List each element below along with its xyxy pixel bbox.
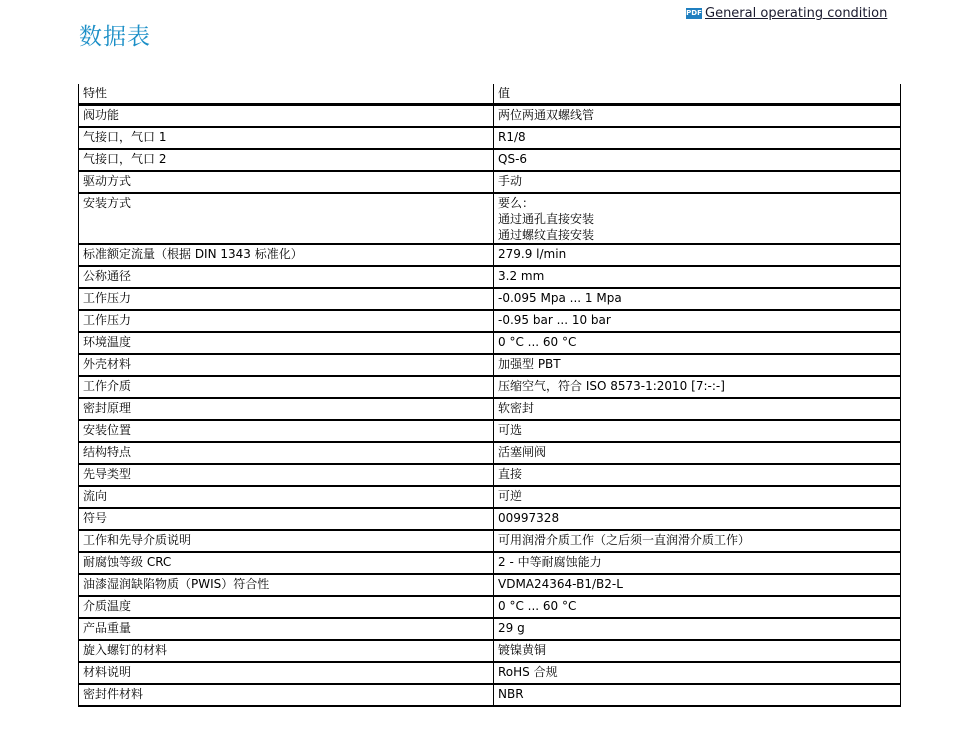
pdf-link-label[interactable]: General operating condition [705, 6, 888, 21]
table-row [79, 398, 901, 420]
row-value [494, 193, 901, 244]
row-label: 阀功能 [79, 105, 494, 128]
row-value: 镀镍黄铜 [494, 640, 901, 662]
row-label: 先导类型 [79, 464, 494, 486]
row-value: 活塞闸阀 [494, 442, 901, 464]
row-label: 气接口，气口 1 [79, 127, 494, 149]
table-row [79, 105, 901, 128]
row-value: RoHS 合规 [494, 662, 901, 684]
table-row [79, 574, 901, 596]
row-value-line: 通过螺纹直接安装 [498, 228, 595, 242]
row-value: 2 - 中等耐腐蚀能力 [494, 552, 901, 574]
row-label: 材料说明 [79, 662, 494, 684]
row-label: 外壳材料 [79, 354, 494, 376]
row-label: 密封件材料 [79, 684, 494, 706]
table-row [79, 288, 901, 310]
pdf-icon: PDF [686, 9, 702, 17]
row-label: 安装位置 [79, 420, 494, 442]
table-row [79, 171, 901, 193]
table-row [79, 420, 901, 442]
table-row [79, 442, 901, 464]
row-label: 密封原理 [79, 398, 494, 420]
row-value: 软密封 [494, 398, 901, 420]
row-label: 符号 [79, 508, 494, 530]
row-value: NBR [494, 684, 901, 706]
row-value: 3.2 mm [494, 266, 901, 288]
row-value: 压缩空气，符合 ISO 8573-1:2010 [7:-:-] [494, 376, 901, 398]
table-row [79, 618, 901, 640]
row-value: 直接 [494, 464, 901, 486]
row-label: 结构特点 [79, 442, 494, 464]
row-value: 0 °C ... 60 °C [494, 332, 901, 354]
row-value: 两位两通双螺线管 [494, 105, 901, 128]
table-row [79, 376, 901, 398]
row-label: 耐腐蚀等级 CRC [79, 552, 494, 574]
table-row [79, 662, 901, 684]
row-label: 介质温度 [79, 596, 494, 618]
row-value: 可逆 [494, 486, 901, 508]
row-value-line: 通过通孔直接安装 [498, 212, 595, 226]
row-value: VDMA24364-B1/B2-L [494, 574, 901, 596]
table-row [79, 310, 901, 332]
table-header-row [79, 84, 901, 105]
table-row [79, 127, 901, 149]
row-label: 公称通径 [79, 266, 494, 288]
row-value: 手动 [494, 171, 901, 193]
row-value: 加强型 PBT [494, 354, 901, 376]
row-value-line: 要么： [498, 196, 535, 210]
row-label: 环境温度 [79, 332, 494, 354]
table-row [79, 149, 901, 171]
table-row [79, 508, 901, 530]
page-title: 数据表 [79, 24, 151, 50]
table-row [79, 464, 901, 486]
table-row [79, 193, 901, 244]
row-label: 气接口，气口 2 [79, 149, 494, 171]
row-label: 产品重量 [79, 618, 494, 640]
header-value: 值 [494, 84, 901, 105]
row-value: 可选 [494, 420, 901, 442]
row-label: 工作和先导介质说明 [79, 530, 494, 552]
table-row [79, 530, 901, 552]
row-value: -0.95 bar ... 10 bar [494, 310, 901, 332]
row-label: 流向 [79, 486, 494, 508]
row-value: 00997328 [494, 508, 901, 530]
datasheet-table [78, 84, 901, 707]
row-label: 驱动方式 [79, 171, 494, 193]
pdf-download-link[interactable] [686, 6, 887, 21]
row-label: 安装方式 [79, 193, 494, 244]
table-row [79, 640, 901, 662]
table-row [79, 244, 901, 266]
table-row [79, 332, 901, 354]
row-value: -0.095 Mpa ... 1 Mpa [494, 288, 901, 310]
table-row [79, 486, 901, 508]
row-label: 工作压力 [79, 310, 494, 332]
row-value: 29 g [494, 618, 901, 640]
row-value: R1/8 [494, 127, 901, 149]
row-label: 油漆湿润缺陷物质（PWIS）符合性 [79, 574, 494, 596]
table-row [79, 552, 901, 574]
row-value: 0 °C ... 60 °C [494, 596, 901, 618]
table-row [79, 354, 901, 376]
table-row [79, 266, 901, 288]
header-property: 特性 [79, 84, 494, 105]
table-row [79, 596, 901, 618]
row-value: 279.9 l/min [494, 244, 901, 266]
row-label: 标准额定流量（根据 DIN 1343 标准化） [79, 244, 494, 266]
row-value: 可用润滑介质工作（之后须一直润滑介质工作） [494, 530, 901, 552]
row-label: 工作介质 [79, 376, 494, 398]
row-label: 旋入螺钉的材料 [79, 640, 494, 662]
table-row [79, 684, 901, 706]
row-label: 工作压力 [79, 288, 494, 310]
row-value: QS-6 [494, 149, 901, 171]
